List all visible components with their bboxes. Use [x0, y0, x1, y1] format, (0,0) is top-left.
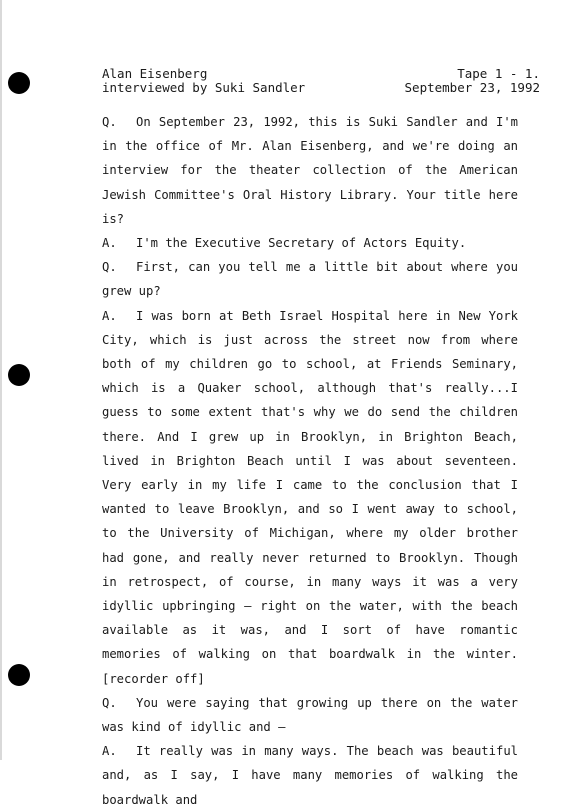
header-left [102, 67, 305, 95]
interview-date: September 23, 1992 [404, 80, 540, 95]
paragraph-text: I'm the Executive Secretary of Actors Equity. [136, 236, 467, 251]
interviewee-name: Alan Eisenberg [102, 66, 208, 81]
speaker-label: A. [102, 308, 117, 323]
interviewer-line: interviewed by Suki Sandler [102, 80, 306, 95]
speaker-label: Q. [102, 260, 117, 275]
speaker-label: A. [102, 236, 117, 251]
tape-label: Tape 1 - 1. [457, 66, 540, 81]
transcript-paragraph [102, 255, 518, 303]
binder-hole-middle [8, 364, 30, 386]
transcript-paragraph [102, 304, 518, 691]
transcript-body [102, 110, 518, 812]
speaker-label: Q. [102, 695, 117, 710]
transcript-paragraph [102, 110, 518, 231]
speaker-label: A. [102, 744, 117, 759]
header-right [405, 67, 540, 95]
paragraph-text: I was born at Beth Israel Hospital here in New York City, which is just across the street now from where both of my children go to school, at Friends Seminary, which is a Quaker school, although that's really...I guess to some extent that's why we do send the children there. And I grew up in Brooklyn, in Brighton Beach, lived in Brighton Beach until I was about seventeen. Very early in my life I came to the conclusion that I wanted to leave Brooklyn, and so I went away to school, to the University of Michigan, where my older brother had gone, and really never returned to Brooklyn. Though in retrospect, of course, in many ways it was a very idyllic upbringing — right on the water, with the beach available as it was, and I sort of have romantic memories of walking on that boardwalk in the winter. [recorder off] [102, 308, 518, 686]
transcript-paragraph [102, 739, 518, 812]
paragraph-text: It really was in many ways. The beach was beautiful and, as I say, I have many memories of walking the boardwalk and [102, 744, 518, 807]
paragraph-text: First, can you tell me a little bit about where you grew up? [102, 260, 518, 299]
binder-hole-bottom [8, 664, 30, 686]
paragraph-text: On September 23, 1992, this is Suki Sandler and I'm in the office of Mr. Alan Eisenberg, and we're doing an interview for the theater collection of the American Jewish Committee's Oral History Library. Your title here is? [102, 115, 518, 226]
transcript-paragraph [102, 231, 518, 255]
paragraph-text: You were saying that growing up there on the water was kind of idyllic and — [102, 695, 518, 735]
page-edge [0, 0, 2, 760]
binder-hole-top [8, 72, 30, 94]
speaker-label: Q. [102, 115, 117, 129]
transcript-paragraph [102, 691, 518, 739]
